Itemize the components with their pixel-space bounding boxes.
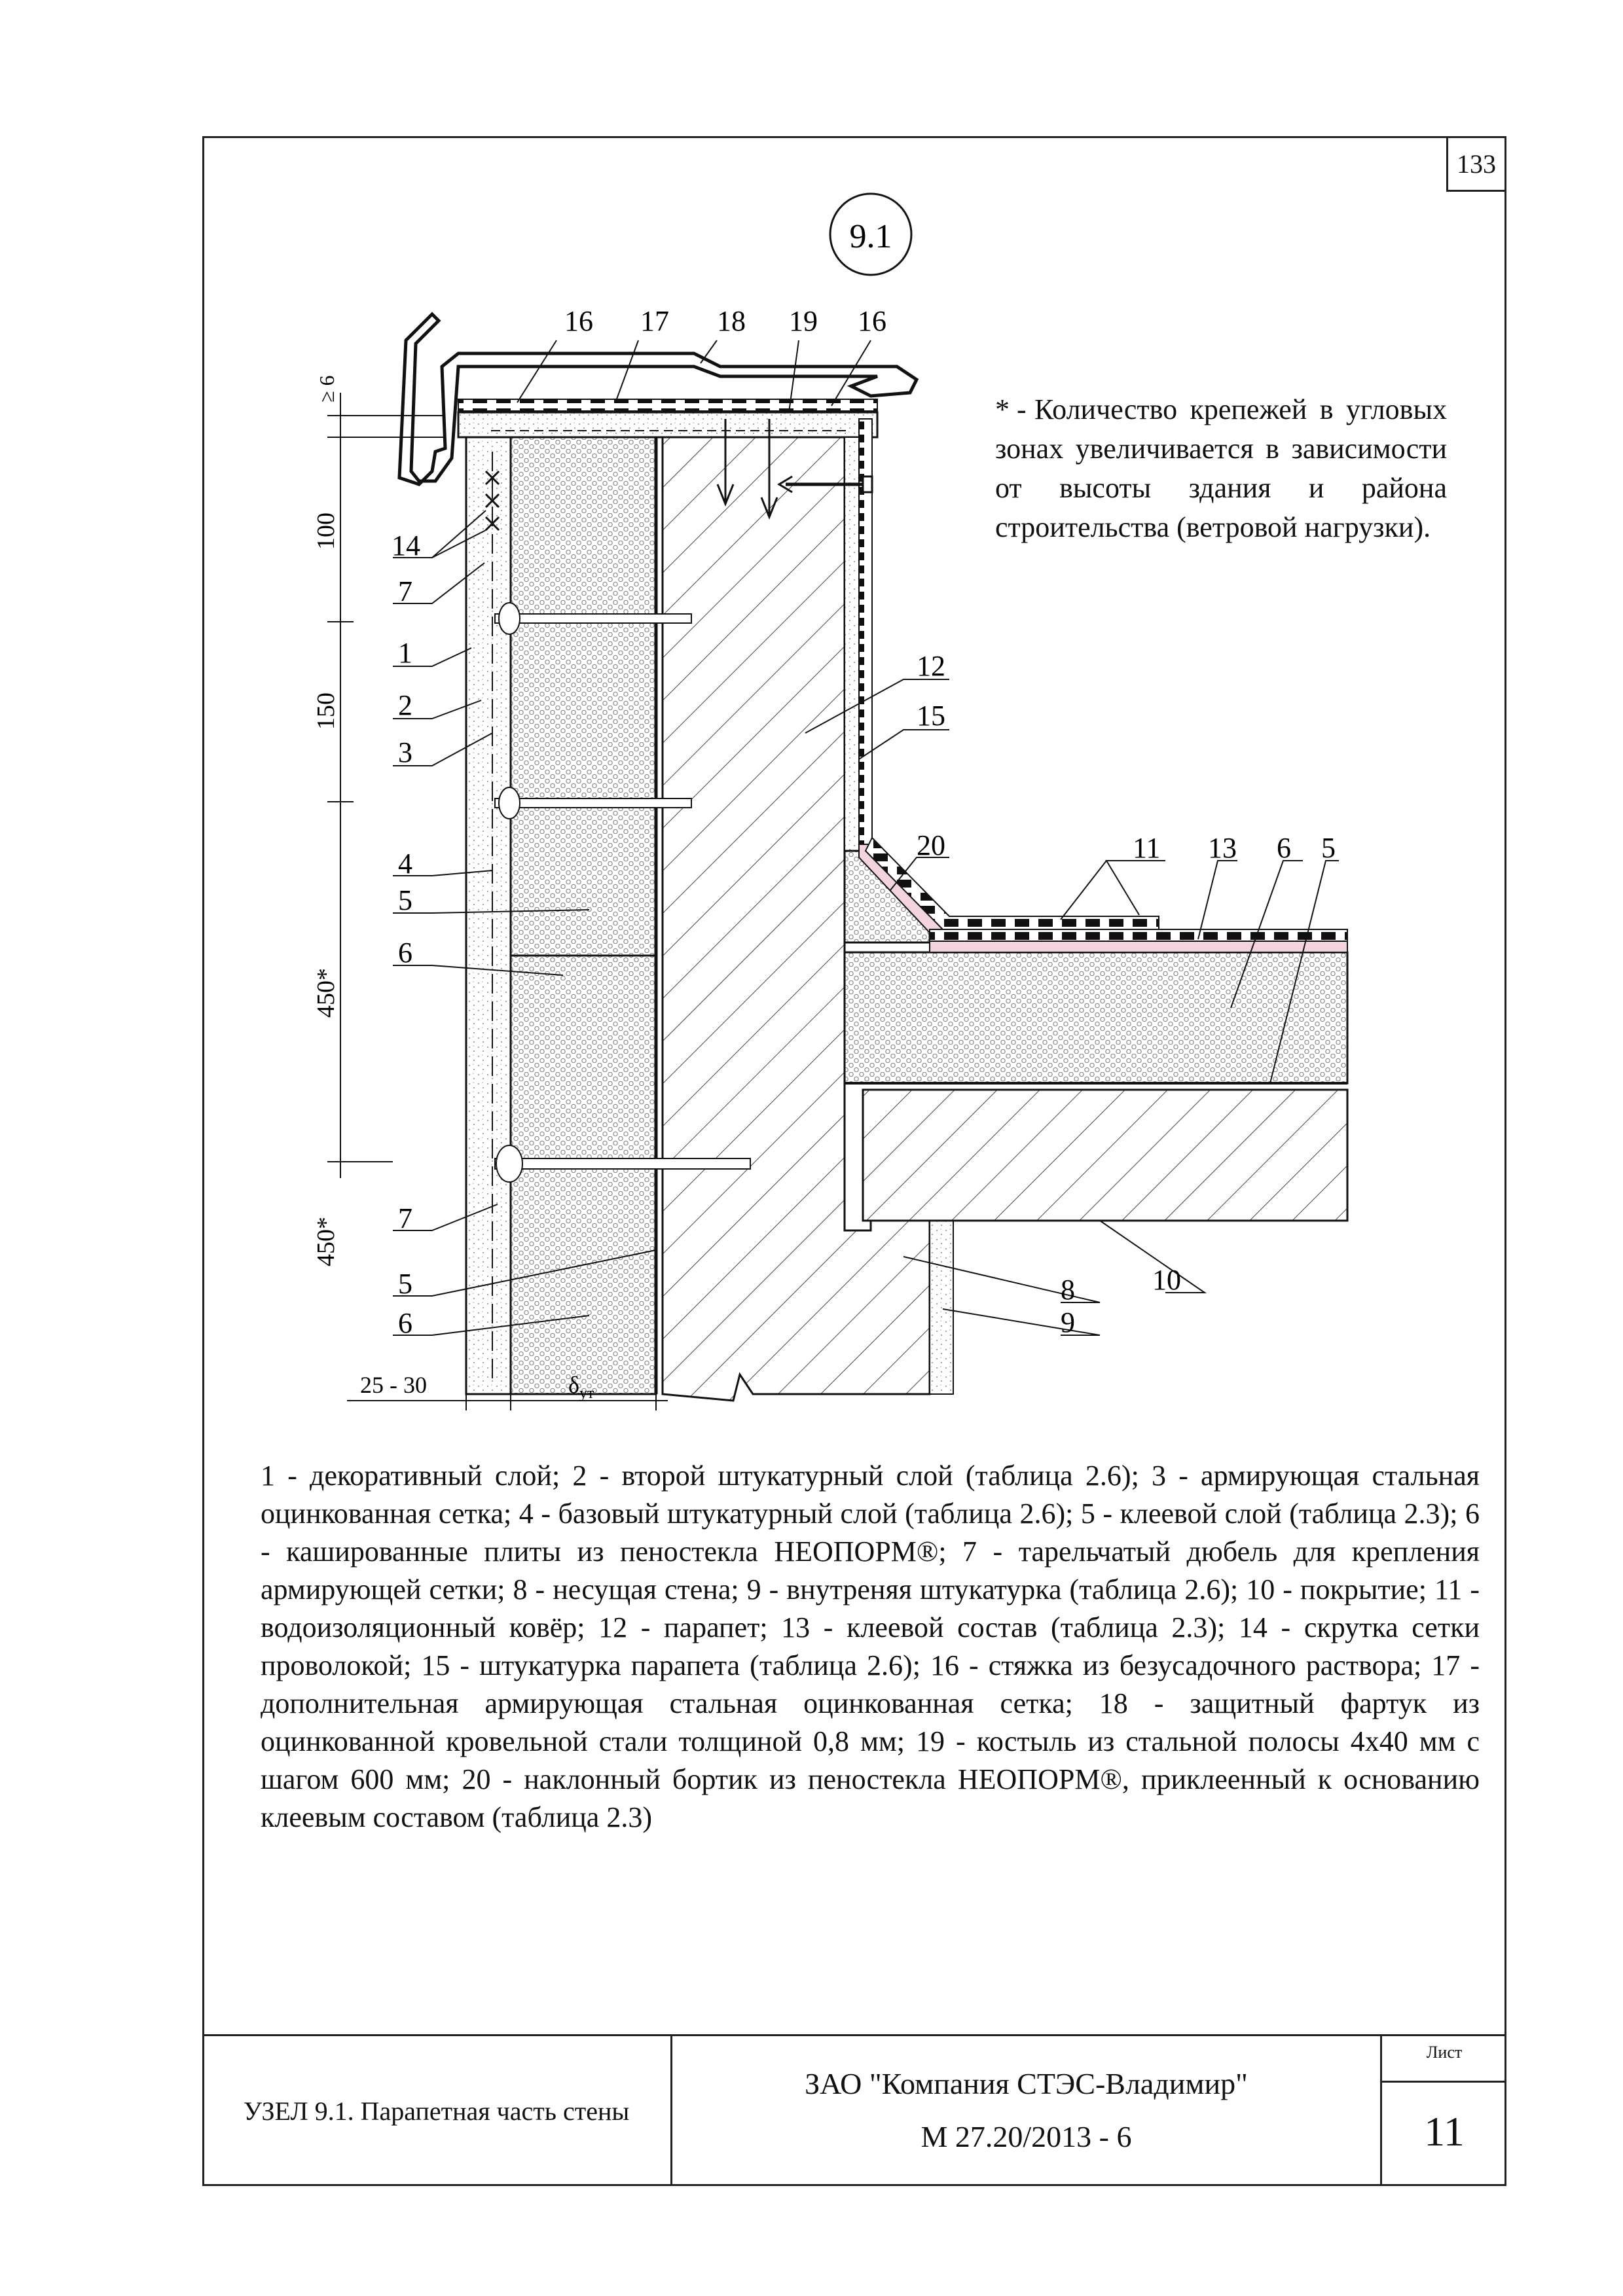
roof-insulation	[845, 952, 1347, 1083]
callout: 5	[398, 1268, 412, 1300]
callout: 6	[398, 937, 412, 969]
callout: 16	[564, 305, 593, 337]
sheet-number: 11	[1424, 2108, 1465, 2155]
callout: 7	[398, 575, 412, 607]
wall-insulation	[511, 437, 656, 1394]
fastener-note	[995, 390, 1447, 547]
note-marker: * -	[995, 393, 1027, 425]
callout: 13	[1208, 832, 1237, 864]
callout: 20	[917, 829, 945, 861]
callout: 7	[398, 1202, 412, 1234]
document-code: М 27.20/2013 - 6	[921, 2120, 1132, 2153]
detail-marker	[830, 194, 911, 275]
title-block-sheet	[1382, 2034, 1506, 2186]
dim-gap: ≥ 6	[315, 375, 338, 403]
company-name: ЗАО "Компания СТЭС-Владимир"	[805, 2067, 1248, 2100]
callout: 6	[398, 1307, 412, 1339]
roof-slab	[863, 1090, 1347, 1221]
callout: 9	[1061, 1306, 1075, 1338]
callout: 6	[1277, 832, 1291, 864]
callout: 15	[917, 700, 945, 732]
page-number: 133	[1446, 136, 1506, 192]
title-block-company	[672, 2034, 1382, 2186]
dim-100: 100	[312, 512, 340, 550]
callout: 12	[917, 650, 945, 682]
note-text: Количество крепежей в угловых зонах увеличивается в зависимости от высоты здания и района строительства (ветровой нагрузки).	[995, 393, 1447, 543]
callout: 2	[398, 689, 412, 721]
dim-450-upper: 450*	[312, 968, 340, 1018]
callout: 11	[1133, 832, 1161, 864]
callout: 19	[789, 305, 818, 337]
callout: 5	[398, 884, 412, 916]
callout: 14	[392, 529, 420, 562]
callout: 10	[1152, 1264, 1181, 1296]
callout: 17	[640, 305, 669, 337]
title-block-title	[202, 2034, 672, 2186]
callout: 18	[717, 305, 746, 337]
sheet-label: Лист	[1382, 2036, 1506, 2083]
dim-25-30: 25 - 30	[360, 1372, 427, 1398]
exterior-plaster	[466, 437, 511, 1394]
callout: 3	[398, 736, 412, 768]
callout: 16	[858, 305, 886, 337]
callout: 4	[398, 848, 412, 880]
callout: 8	[1061, 1274, 1075, 1306]
screed	[458, 412, 877, 437]
dim-150: 150	[312, 692, 340, 730]
callout: 1	[398, 637, 412, 669]
interior-plaster	[930, 1221, 953, 1394]
drawing-title: УЗЕЛ 9.1. Парапетная часть стены	[243, 2096, 630, 2126]
callout: 5	[1321, 832, 1336, 864]
dim-450-lower: 450*	[312, 1217, 340, 1266]
legend-text: 1 - декоративный слой; 2 - второй штукатурный слой (таблица 2.6); 3 - армирующая стальная оцинкованная сетка; 4 - базовый штукатурный слой (таблица 2.6); 5 - клеевой слой (таблица 2.3); 6 - кашированные плиты из пеностекла НЕОПОРМ®; 7 - тарельчатый дюбель для крепления армирующей сетки; 8 - несущая стена; 9 - внутреняя штукатурка (таблица 2.6); 10 - покрытие; 11 - водоизоляционный ковёр; 12 - парапет; 13 - клеевой состав (таблица 2.3); 14 - скрутка сетки проволокой; 15 - штукатурка парапета (таблица 2.6); 16 - стяжка из безусадочного раствора; 17 - дополнительная армирующая стальная оцинкованная сетка; 18 - защитный фартук из оцинкованной кровельной стали толщиной 0,8 мм; 19 - костыль из стальной полосы 4х40 мм с шагом 600 мм; 20 - наклонный бортик из пеностекла НЕОПОРМ®, приклеенный к основанию клеевым составом (таблица 2.3)	[261, 1460, 1480, 1833]
dim-insulation: $\delta_{ут}$	[568, 1372, 594, 1402]
detail-id: 9.1	[849, 218, 892, 255]
